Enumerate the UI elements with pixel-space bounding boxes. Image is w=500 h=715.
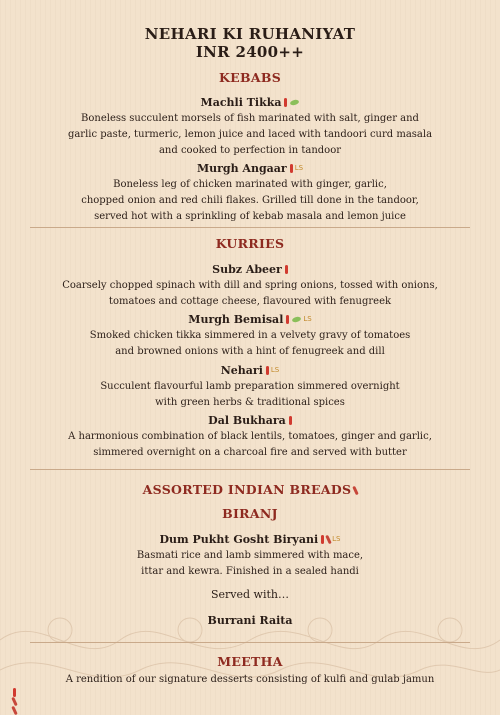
dish-name-machli-tikka: Machli Tikka: [0, 96, 500, 109]
dish-description-machli-tikka: Boneless succulent morsels of fish marinated with salt, ginger and garlic paste, turmeric, lemon juice and laced with tandoori curd masala and cooked to perfection in tandoor: [67, 113, 433, 156]
dish-name-subz-abeer: Subz Abeer: [0, 263, 500, 276]
section-divider: [30, 642, 470, 643]
section-heading-kurries: KURRIES: [215, 236, 285, 251]
section-heading-meetha: MEETHA: [217, 654, 283, 669]
chili-icon: [289, 416, 292, 425]
section-heading-biranj: BIRANJ: [222, 506, 278, 521]
dish-description-biryani: Basmati rice and lamb simmered with mace, ittar and kewra. Finished in a sealed handi: [136, 550, 364, 577]
dish-name-dal-bukhara: Dal Bukhara: [0, 414, 500, 427]
ls-badge: LS: [294, 164, 304, 172]
menu-title: NEHARI KI RUHANIYAT: [144, 25, 356, 43]
dish-name-nehari: Nehari LS: [220, 364, 280, 377]
leaf-icon: [292, 316, 302, 323]
ls-badge: LS: [303, 315, 312, 323]
ls-badge: LS: [332, 535, 341, 543]
ls-badge: LS: [270, 366, 280, 374]
chili-icon: [285, 265, 288, 274]
chili-icon: [321, 535, 324, 544]
dish-description-nehari: Succulent flavourful lamb preparation simmered overnight with green herbs & traditional spices: [100, 381, 400, 408]
chili-icon: [286, 315, 289, 324]
dish-name-murgh-bemisal: Murgh Bemisal LS: [188, 313, 312, 326]
dish-name-murgh-angaar: Murgh Angaar LS: [196, 162, 304, 175]
chili-icon: [11, 697, 18, 706]
chili-icon: [13, 688, 16, 697]
dish-description-meetha: A rendition of our signature desserts consisting of kulfi and gulab jamun: [10, 672, 490, 715]
dish-description-subz-abeer: Coarsely chopped spinach with dill and spring onions, tossed with onions, tomatoes and cottage cheese, flavoured with fenugreek: [62, 280, 438, 307]
chili-icon: [325, 535, 332, 544]
section-divider: [30, 227, 470, 228]
chili-icon: [266, 366, 269, 375]
leaf-icon: [290, 99, 300, 106]
dish-description-murgh-bemisal: Smoked chicken tikka simmered in a velvety gravy of tomatoes and browned onions with a hint of fenugreek and dill: [89, 330, 411, 357]
section-heading-breads: ASSORTED INDIAN BREADS: [0, 482, 500, 497]
chili-icon: [284, 98, 287, 107]
dish-description-dal-bukhara: A harmonious combination of black lentils, tomatoes, ginger and garlic, simmered overnight on a charcoal fire and served with butter: [68, 431, 432, 458]
dish-name-burrani-raita: Burrani Raita: [207, 614, 293, 627]
menu-price: INR 2400++: [195, 43, 305, 61]
section-divider: [30, 469, 470, 470]
served-with-text: Served with…: [210, 588, 289, 601]
chili-icon: [11, 706, 18, 715]
dish-description-murgh-angaar: Boneless leg of chicken marinated with ginger, garlic, chopped onion and red chili flakes. Grilled till done in the tandoor, served hot with a sprinkling of kebab masala and lemon juice: [81, 179, 419, 222]
chili-icon: [290, 164, 293, 173]
section-heading-kebabs: KEBABS: [218, 70, 282, 85]
chili-icon: [353, 486, 360, 495]
dish-name-dum-pukht-gosht-biryani: Dum Pukht Gosht Biryani LS: [159, 533, 341, 546]
